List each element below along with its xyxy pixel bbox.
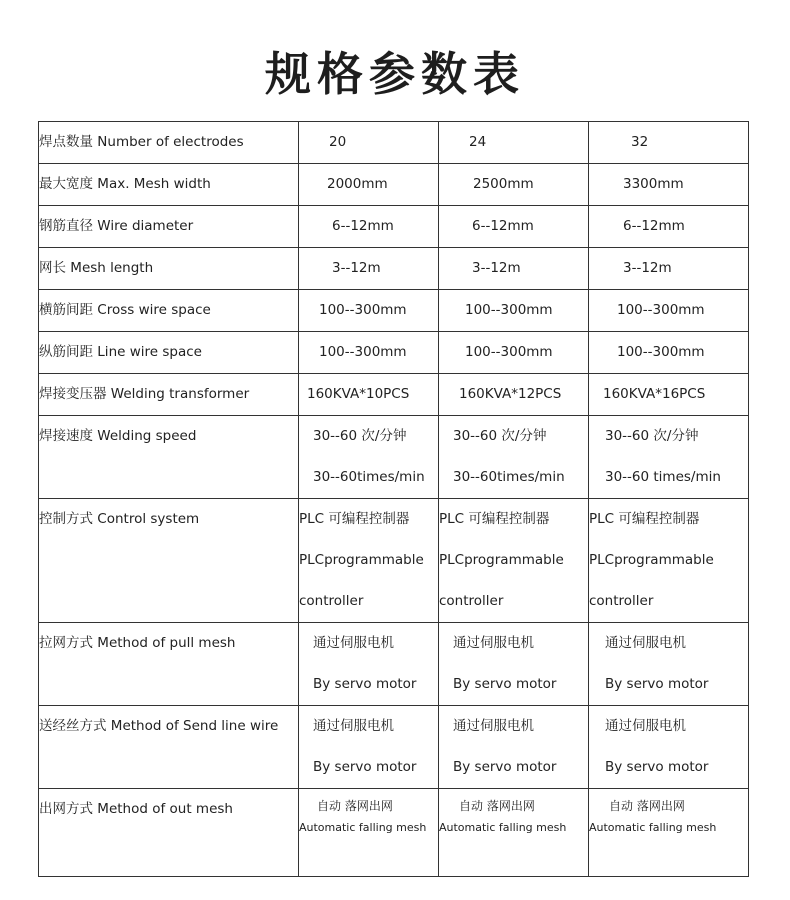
table-row: [39, 248, 749, 290]
table-cell: 6--12mm: [299, 206, 439, 248]
table-cell: 100--300mm: [439, 332, 589, 374]
table-cell: PLC 可编程控制器 PLCprogrammable controller: [439, 499, 589, 623]
table-cell: 自动 落网出网 Automatic falling mesh: [589, 789, 749, 877]
table-cell: 通过伺服电机 By servo motor: [589, 623, 749, 706]
table-row: [39, 374, 749, 416]
row-label: 焊点数量 Number of electrodes: [39, 122, 299, 164]
table-row: [39, 332, 749, 374]
table-cell: 6--12mm: [589, 206, 749, 248]
table-cell: 通过伺服电机 By servo motor: [299, 706, 439, 789]
table-cell: 2500mm: [439, 164, 589, 206]
table-cell: 通过伺服电机 By servo motor: [299, 623, 439, 706]
table-cell: PLC 可编程控制器 PLCprogrammable controller: [589, 499, 749, 623]
row-label: 控制方式 Control system: [39, 499, 299, 623]
table-row: [39, 164, 749, 206]
table-row: [39, 789, 749, 877]
table-cell: 6--12mm: [439, 206, 589, 248]
table-cell: 100--300mm: [299, 332, 439, 374]
table-cell: 30--60 次/分钟 30--60 times/min: [589, 416, 749, 499]
table-row: [39, 706, 749, 789]
table-row: [39, 499, 749, 623]
table-cell: 30--60 次/分钟 30--60times/min: [439, 416, 589, 499]
row-label: 拉网方式 Method of pull mesh: [39, 623, 299, 706]
row-label: 钢筋直径 Wire diameter: [39, 206, 299, 248]
table-row: [39, 206, 749, 248]
table-cell: 100--300mm: [589, 290, 749, 332]
table-cell: 24: [439, 122, 589, 164]
page-title: 规格参数表: [265, 47, 525, 101]
table-cell: 通过伺服电机 By servo motor: [439, 706, 589, 789]
table-row: [39, 623, 749, 706]
table-cell: PLC 可编程控制器 PLCprogrammable controller: [299, 499, 439, 623]
table-row: [39, 416, 749, 499]
row-label: 最大宽度 Max. Mesh width: [39, 164, 299, 206]
row-label: 出网方式 Method of out mesh: [39, 789, 299, 877]
row-label: 网长 Mesh length: [39, 248, 299, 290]
table-cell: 3--12m: [589, 248, 749, 290]
table-cell: 3--12m: [299, 248, 439, 290]
table-cell: 通过伺服电机 By servo motor: [589, 706, 749, 789]
table-cell: 160KVA*16PCS: [589, 374, 749, 416]
row-label: 焊接速度 Welding speed: [39, 416, 299, 499]
table-cell: 2000mm: [299, 164, 439, 206]
table-cell: 3--12m: [439, 248, 589, 290]
row-label: 焊接变压器 Welding transformer: [39, 374, 299, 416]
table-cell: 160KVA*10PCS: [299, 374, 439, 416]
table-cell: 100--300mm: [439, 290, 589, 332]
table-cell: 自动 落网出网 Automatic falling mesh: [299, 789, 439, 877]
table-cell: 自动 落网出网 Automatic falling mesh: [439, 789, 589, 877]
table-cell: 100--300mm: [299, 290, 439, 332]
table-cell: 通过伺服电机 By servo motor: [439, 623, 589, 706]
table-cell: 3300mm: [589, 164, 749, 206]
table-cell: 32: [589, 122, 749, 164]
table-row: [39, 290, 749, 332]
row-label: 送经丝方式 Method of Send line wire: [39, 706, 299, 789]
table-cell: 100--300mm: [589, 332, 749, 374]
row-label: 横筋间距 Cross wire space: [39, 290, 299, 332]
table-cell: 20: [299, 122, 439, 164]
table-cell: 160KVA*12PCS: [439, 374, 589, 416]
table-cell: 30--60 次/分钟 30--60times/min: [299, 416, 439, 499]
row-label: 纵筋间距 Line wire space: [39, 332, 299, 374]
spec-table: [38, 121, 749, 877]
table-row: [39, 122, 749, 164]
